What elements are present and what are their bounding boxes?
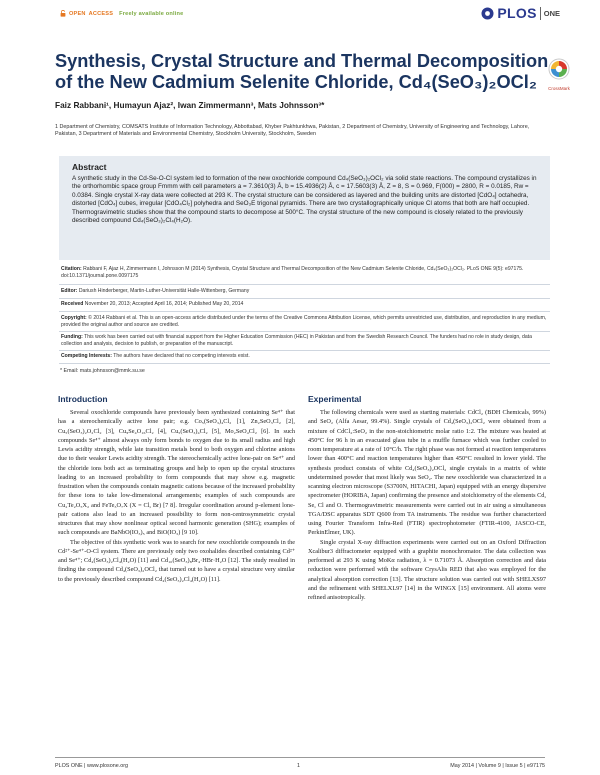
citation [61, 266, 551, 280]
introduction-heading: Introduction [58, 394, 108, 404]
footer-divider [55, 757, 545, 758]
plos-logo-icon [481, 7, 494, 20]
competing-text: The authors have declared that no competing interests exist. [113, 353, 250, 359]
journal-name: ONE [543, 8, 560, 18]
funding-label: Funding: [61, 334, 83, 340]
citation-text: Rabbani F, Ajaz H, Zimmermann I, Johnsson M (2014) Synthesis, Crystal Structure and Thermal Decomposition of the New Cadmium Selenite Chloride, Cd₄(SeO₃)₂OCl₂. PLoS ONE 9(5): e97175. doi:10.1371/journal.pone.0097175 [61, 266, 524, 279]
paragraph: The following chemicals were used as starting materials: CdCl₂ (BDH Chemicals, 99%) and SeO₂ (Alfa Aesar, 99.4%). Single crystals of Cd₄(SeO₃)₂OCl₂ were obtained from a mixture of CdCl₂:SeO₂ in the non-stoichiometric molar ratio 1:2. The mixture was heated at 450°C for 96 h in an evacuated glass tube in a muffle furnace which was further cooled to room temperature at a rate of 10°C/h. The right phase was not formed at reaction temperatures lower than 400°C and reaction temperatures higher than 450°C resulted in lower yield. The synthesis product consists of white Cd₄(SeO₃)₂OCl₂ single crystals in a matrix of white undetermined powder that most likely was SeO₂. The new oxochloride was characterized in a scanning electron microscope (S3700N, HITACHI, Japan) equipped with an energy dispersive spectrometer (HORIBA, Japan) confirming the presence and stoichiometry of the elements Cd, Se, Cl and O. Thermogravimetric measurements were carried out in air using a simultaneous TGA/DSC apparatus SDT Q600 from TA instruments. The residue was further characterized using Fourier Transform Infra-Red (FTIR) spectrophotometer (FTIR-4100, JASCO-CE, PerkinElmer, UK). [308, 409, 546, 537]
divider [59, 331, 550, 332]
divider [59, 298, 550, 299]
editor-label: Editor: [61, 288, 78, 294]
copyright-label: Copyright: [61, 315, 87, 321]
funding [61, 334, 551, 348]
copyright [61, 315, 551, 329]
affiliations: 1 Department of Chemistry, COMSATS Institute of Information Technology, Abbottabad, Khyber Pakhtunkhwa, Pakistan, 2 Department of Chemistry, University of Engineering and Technology, Lahore, Pakistan, 3 Department of Materials and Environmental Chemistry, Stockholm University, Stockholm, Sweden [55, 124, 530, 137]
footer-journal[interactable]: PLOS ONE | www.plosone.org [55, 763, 129, 769]
oa-free-label: Freely available online [119, 10, 184, 17]
editor-text: Dariush Hinderberger, Martin-Luther-Universität Halle-Wittenberg, Germany [78, 288, 250, 294]
article-title: Synthesis, Crystal Structure and Thermal Decomposition of the New Cadmium Selenite Chloride, Cd₄(SeO₃)₂OCl₂ [55, 51, 549, 92]
page-number: 1 [297, 763, 300, 769]
plos-one-logo[interactable] [481, 5, 560, 21]
crossmark-icon [548, 58, 570, 80]
abstract-heading: Abstract [72, 162, 107, 172]
introduction-body [58, 408, 295, 584]
divider [59, 284, 550, 285]
copyright-text: © 2014 Rabbani et al. This is an open-access article distributed under the terms of the Creative Commons Attribution License, which permits unrestricted use, distribution, and reproduction in any medium, provided the original author and source are credited. [61, 315, 547, 328]
logo-divider [540, 7, 541, 20]
paragraph: Single crystal X-ray diffraction experiments were carried out on an Oxford Diffraction Xcalibur3 diffractometer equipped with a graphite monochromator. The data collection was performed at 293 K using MoKα radiation, λ = 0.71073 Å. Absorption correction and data reduction were performed with the software CrysAlis RED that also was employed for the analytical absorption correction [13]. The structure solution was carried out with SHELXS97 and the refinement with SHELXL97 [14] in the WINGX [15] environment. All atoms were refined anisotropically. [308, 538, 546, 601]
footer-issue: May 2014 | Volume 9 | Issue 5 | e97175 [450, 763, 545, 769]
abstract-text: A synthetic study in the Cd-Se-O-Cl system led to formation of the new oxochloride compound Cd₄(SeO₃)₂OCl₂ via solid state reactions. The compound crystallizes in the orthorhombic space group Fmmm with cell parameters a = 7.3610(3) Å, b = 15.4936(2) Å, c = 17.5603(3) Å, Z = 8, S = 0.969, F(000) = 2800, R = 0.0185, Rw = 0.0384. Single crystal X-ray data were collected at 293 K. The crystal structure can be considered as layered and the building units are distorted [CdO₄] octahedra, distorted [CdO₄] cubes, irregular [CdO₄Cl₂] polyhedra and SeO₃E trigonal pyramids. There are two crystallographically unique Cl atoms that both are half occupied. Thermogravimetric studies show that the compound starts to decompose at 500°C. The crystal structure of the new compound is closely related to the previously described compound Cd₄(SeO₃)₂Cl₄(H₂O). [72, 175, 537, 225]
dates-label: Received [61, 301, 84, 307]
open-access-banner [60, 10, 183, 17]
divider [59, 350, 550, 351]
oa-open-label: OPEN [69, 10, 86, 17]
competing-label: Competing Interests: [61, 353, 112, 359]
funding-text: This work has been carried out with financial support from the Higher Education Commission (HEC) in Pakistan and from the Swedish Research Council. The funders had no role in study design, data collection and analysis, decision to publish, or preparation of the manuscript. [61, 334, 532, 347]
paragraph: Several oxochloride compounds have previously been synthesized containing Se⁴⁺ that has a stereochemically active lone pair; e.g. Co₅(SeO₃)₄Cl₂ [1], Zn₂SeO₃Cl₂ [2], Cu₅(SeO₃)₂O₂Cl₂ [3], Cu₉Se₄O₁₆Cl₂ [4], Cu₅(SeO₃)₄Cl₂ [5], Mo₂SeO₄Cl₂ [6]. In such compounds Se⁴⁺ almost always only form bonds to oxygen due to its small radius and high Lewis acidity strength, while late transition metals bond to both oxygen and chlorine anions due to their weaker Lewis acidity strength. The stereochemically active lone-pair on Se⁴⁺ and the chloride ions both act as terminating groups and help to open up the crystal structures leading to an increased probability to form compounds that may show e.g. magnetic frustration when the compounds contain magnetic cations because of the increased probability for these ions to take low-dimensional arrangements; examples of such compounds are Cu₂Te₂O₅X₂ and FeTe₃O₇X (X = Cl, Br) [7 8]. Irregular coordination around p-element lone-pair cations also lead to an increased possibility to form non-centrosymmetric crystal structures that may show nonlinear optical second harmonic generation (SHG); examples of such compounds are BaNbO(IO₃)₅ and BiO(IO₃) [9 10]. [58, 409, 295, 537]
divider [59, 311, 550, 312]
open-access-lock-icon [60, 10, 66, 17]
dates [61, 301, 551, 308]
crossmark-badge[interactable] [546, 58, 572, 91]
plos-logo-text: PLOS [497, 5, 537, 21]
citation-label: Citation: [61, 266, 82, 272]
editor [61, 288, 551, 295]
crossmark-label: CrossMark [548, 86, 570, 91]
author-list: Faiz Rabbani¹, Humayun Ajaz², Iwan Zimmermann³, Mats Johnsson³* [55, 100, 325, 110]
experimental-body [308, 408, 546, 602]
oa-access-label: ACCESS [88, 10, 114, 17]
divider [59, 363, 550, 364]
corresponding-email[interactable]: * Email: mats.johnsson@mmk.su.se [60, 368, 145, 374]
competing-interests [61, 353, 551, 360]
dates-text: November 20, 2013; Accepted April 16, 2014; Published May 20, 2014 [84, 301, 244, 307]
paragraph: The objective of this synthetic work was to search for new oxochloride compounds in the Cd²⁺-Se⁴⁺-O-Cl system. There are previously only two oxohalides described containing Cd²⁺ and Se⁴⁺; Cd₄(SeO₃)₂Cl₄(H₂O) [11] and Cd₁₀(SeO₃)₈Br₄·HBr·H₂O [12]. The study resulted in finding the compound Cd₄(SeO₃)₂OCl₂ that turned out to have a crystal structure very similar to the previously described compound Cd₄(SeO₃)₂Cl₄(H₂O) [11]. [58, 538, 295, 583]
experimental-heading: Experimental [308, 394, 362, 404]
